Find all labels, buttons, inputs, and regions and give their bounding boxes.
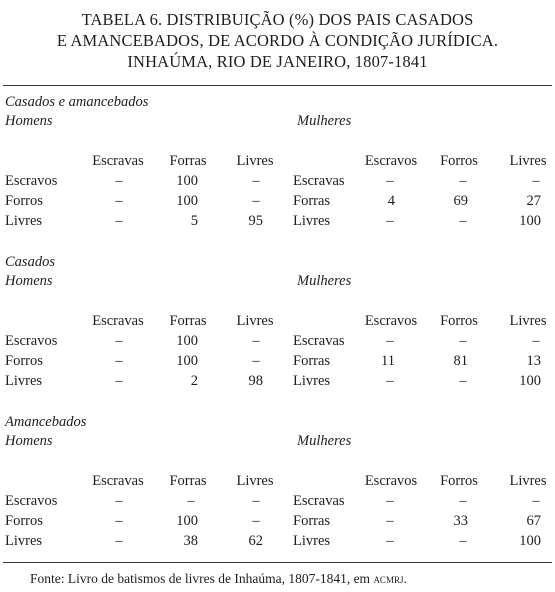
men-column-header: Escravas — [92, 153, 144, 169]
men-cell: – — [115, 193, 123, 209]
men-cell: 95 — [248, 213, 263, 229]
women-column-header: Livres — [509, 473, 547, 489]
women-cell: 4 — [387, 193, 395, 209]
women-column-header: Forros — [440, 153, 478, 169]
men-column-header: Livres — [236, 313, 274, 329]
men-cell: 100 — [176, 193, 198, 209]
men-row-label: Forros — [5, 353, 43, 369]
men-cell: 100 — [176, 333, 198, 349]
women-cell: – — [386, 493, 394, 509]
women-row-label: Livres — [293, 373, 331, 389]
women-cell: 13 — [526, 353, 541, 369]
men-row-label: Livres — [5, 213, 43, 229]
women-cell: 100 — [519, 373, 541, 389]
men-cell: – — [115, 333, 123, 349]
men-row-label: Escravos — [5, 493, 58, 509]
men-cell: – — [187, 493, 195, 509]
men-label: Homens — [5, 113, 53, 129]
men-cell: – — [115, 533, 123, 549]
men-cell: – — [115, 373, 123, 389]
women-cell: – — [459, 173, 467, 189]
women-column-header: Forros — [440, 313, 478, 329]
men-label: Homens — [5, 273, 53, 289]
men-cell: – — [252, 333, 260, 349]
section-label: Casados e amancebados — [5, 94, 149, 110]
women-cell: – — [459, 533, 467, 549]
women-cell: 100 — [519, 533, 541, 549]
men-column-header: Livres — [236, 153, 274, 169]
women-column-header: Forros — [440, 473, 478, 489]
men-cell: – — [115, 493, 123, 509]
source-note — [30, 570, 407, 588]
men-column-header: Forras — [169, 153, 207, 169]
title-line-1: TABELA 6. DISTRIBUIÇÃO (%) DOS PAIS CASADOS — [81, 10, 474, 29]
women-row-label: Livres — [293, 213, 331, 229]
women-column-header: Escravos — [364, 473, 418, 489]
men-cell: 100 — [176, 173, 198, 189]
section-label: Amancebados — [5, 414, 87, 430]
men-cell: 38 — [183, 533, 198, 549]
women-cell: 69 — [453, 193, 468, 209]
women-cell: – — [386, 513, 394, 529]
women-row-label: Escravas — [293, 333, 345, 349]
women-cell: – — [532, 173, 540, 189]
women-cell: – — [532, 333, 540, 349]
men-cell: 5 — [190, 213, 198, 229]
women-cell: – — [386, 213, 394, 229]
title-line-3: INHAÚMA, RIO DE JANEIRO, 1807-1841 — [127, 52, 428, 71]
section-label: Casados — [5, 254, 55, 270]
women-cell: – — [386, 333, 394, 349]
women-column-header: Escravos — [364, 313, 418, 329]
women-cell: – — [459, 213, 467, 229]
men-cell: – — [115, 353, 123, 369]
women-label: Mulheres — [297, 273, 352, 289]
women-row-label: Escravas — [293, 493, 345, 509]
women-cell: 11 — [381, 353, 395, 369]
women-row-label: Escravas — [293, 173, 345, 189]
women-cell: – — [459, 493, 467, 509]
women-cell: – — [459, 333, 467, 349]
men-row-label: Livres — [5, 373, 43, 389]
men-cell: 98 — [248, 373, 263, 389]
men-row-label: Livres — [5, 533, 43, 549]
women-cell: – — [532, 493, 540, 509]
men-cell: – — [115, 513, 123, 529]
men-cell: 2 — [190, 373, 198, 389]
women-row-label: Forras — [293, 193, 331, 209]
men-cell: – — [115, 173, 123, 189]
women-cell: 100 — [519, 213, 541, 229]
men-cell: – — [252, 513, 260, 529]
women-cell: 67 — [526, 513, 541, 529]
women-column-header: Livres — [509, 153, 547, 169]
women-column-header: Escravos — [364, 153, 418, 169]
bottom-rule — [3, 562, 552, 563]
men-label: Homens — [5, 433, 53, 449]
men-row-label: Escravos — [5, 173, 58, 189]
men-column-header: Livres — [236, 473, 274, 489]
men-cell: 100 — [176, 353, 198, 369]
men-cell: 100 — [176, 513, 198, 529]
women-cell: – — [386, 373, 394, 389]
women-row-label: Livres — [293, 533, 331, 549]
men-row-label: Forros — [5, 513, 43, 529]
men-row-label: Escravos — [5, 333, 58, 349]
women-cell: 81 — [453, 353, 468, 369]
men-cell: – — [252, 353, 260, 369]
women-row-label: Forras — [293, 353, 331, 369]
women-label: Mulheres — [297, 433, 352, 449]
men-column-header: Forras — [169, 473, 207, 489]
source-text: Fonte: Livro de batismos de livres de Inhaúma, 1807-1841, em — [30, 571, 374, 586]
women-cell: 33 — [453, 513, 468, 529]
men-column-header: Escravas — [92, 473, 144, 489]
men-column-header: Forras — [169, 313, 207, 329]
women-cell: – — [386, 173, 394, 189]
women-cell: 27 — [526, 193, 541, 209]
men-row-label: Forros — [5, 193, 43, 209]
women-cell: – — [459, 373, 467, 389]
men-cell: – — [115, 213, 123, 229]
men-cell: – — [252, 173, 260, 189]
top-rule — [3, 85, 552, 86]
women-label: Mulheres — [297, 113, 352, 129]
source-suffix: . — [403, 571, 407, 586]
men-cell: 62 — [248, 533, 263, 549]
source-archive: acmrj — [373, 571, 404, 586]
women-column-header: Livres — [509, 313, 547, 329]
women-row-label: Forras — [293, 513, 331, 529]
title-line-2: E AMANCEBADOS, DE ACORDO À CONDIÇÃO JURÍDICA. — [56, 31, 499, 50]
men-cell: – — [252, 493, 260, 509]
men-cell: – — [252, 193, 260, 209]
men-column-header: Escravas — [92, 313, 144, 329]
women-cell: – — [386, 533, 394, 549]
